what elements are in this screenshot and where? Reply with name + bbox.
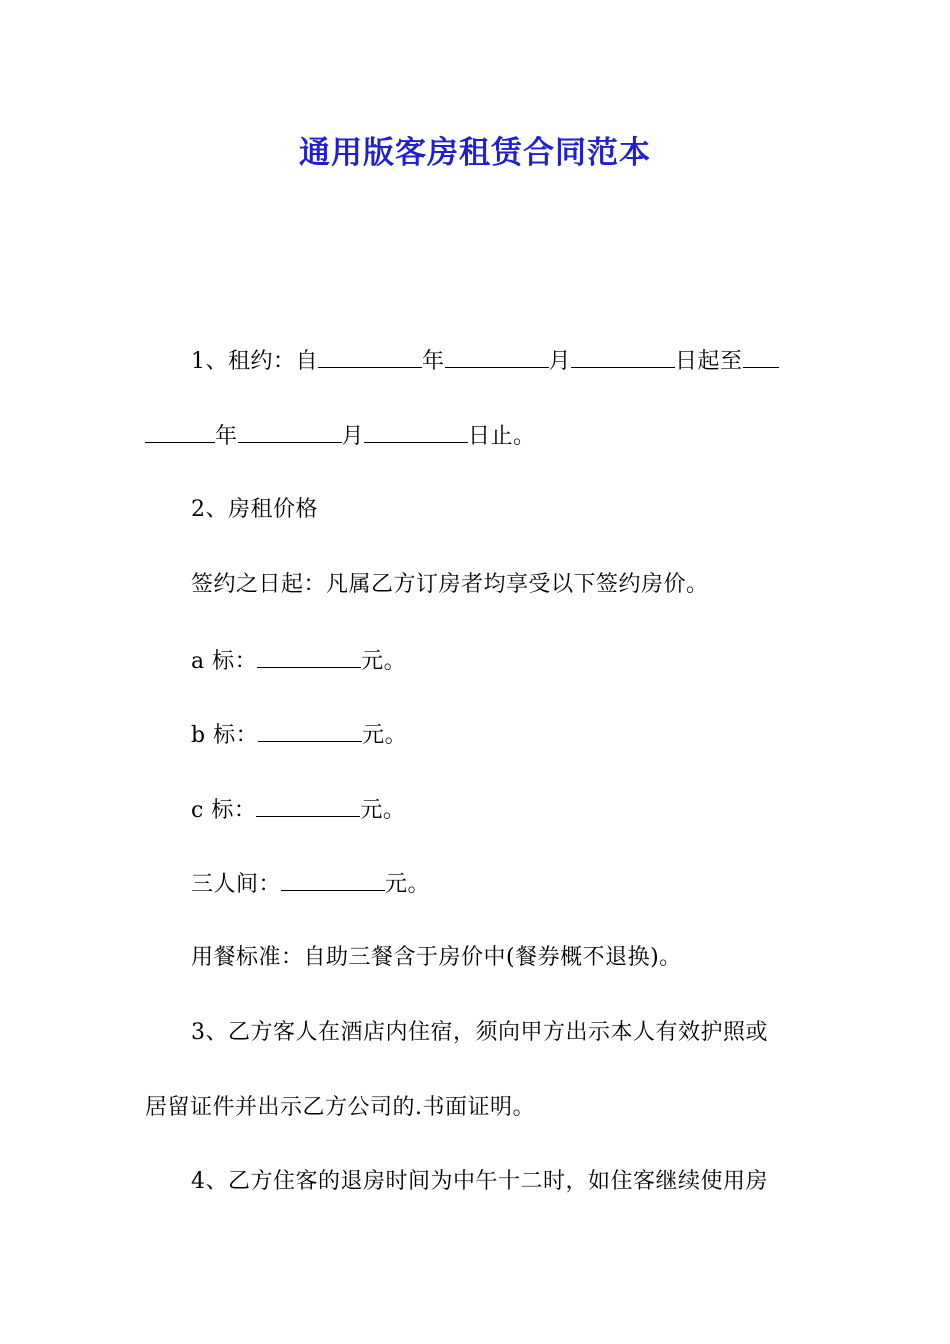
price-blank[interactable] [257,645,361,668]
end-year-blank-part1[interactable] [743,345,779,368]
lease-day-from-label: 日起至 [675,349,743,374]
month-blank[interactable] [445,345,549,368]
sign-text: 签约之日起：凡属乙方订房者均享受以下签约房价。 [191,572,709,597]
document-title: 通用版客房租赁合同范本 [299,135,651,171]
section2-heading: 2、房租价格 [191,497,318,522]
price-label: a 标： [191,649,258,674]
day-blank[interactable] [571,345,675,368]
price-label: 三人间： [191,872,282,897]
lease-year2-label: 年 [215,424,238,449]
price-blank[interactable] [258,719,362,742]
price-unit: 元。 [360,798,406,823]
clause3-line2: 居留证件并出示乙方公司的.书面证明。 [145,1095,535,1120]
lease-month-label: 月 [548,349,572,374]
price-row-a [191,645,861,677]
price-row-triple [191,868,861,900]
meal-text: 用餐标准：自助三餐含于房价中(餐券概不退换)。 [191,945,682,970]
year-blank[interactable] [318,345,422,368]
lease-line-2 [145,420,815,452]
lease-line-1 [191,345,861,377]
lease-month2-label: 月 [341,424,365,449]
price-row-b [191,719,861,751]
price-unit: 元。 [385,872,431,897]
lease-prefix: 1、租约：自 [191,349,318,374]
end-day-blank[interactable] [364,420,468,443]
price-unit: 元。 [361,649,407,674]
end-year-blank-part2[interactable] [145,420,215,443]
lease-day-to-label: 日止。 [468,424,536,449]
price-label: c 标： [191,798,257,823]
price-row-c [191,794,861,826]
price-label: b 标： [191,723,259,748]
clause4-line1: 4、乙方住客的退房时间为中午十二时，如住客继续使用房 [191,1169,768,1194]
price-blank[interactable] [256,794,360,817]
lease-year-label: 年 [422,349,445,374]
price-blank[interactable] [281,868,385,891]
price-unit: 元。 [362,723,408,748]
clause3-line1: 3、乙方客人在酒店内住宿，须向甲方出示本人有效护照或 [191,1020,768,1045]
end-month-blank[interactable] [238,420,342,443]
